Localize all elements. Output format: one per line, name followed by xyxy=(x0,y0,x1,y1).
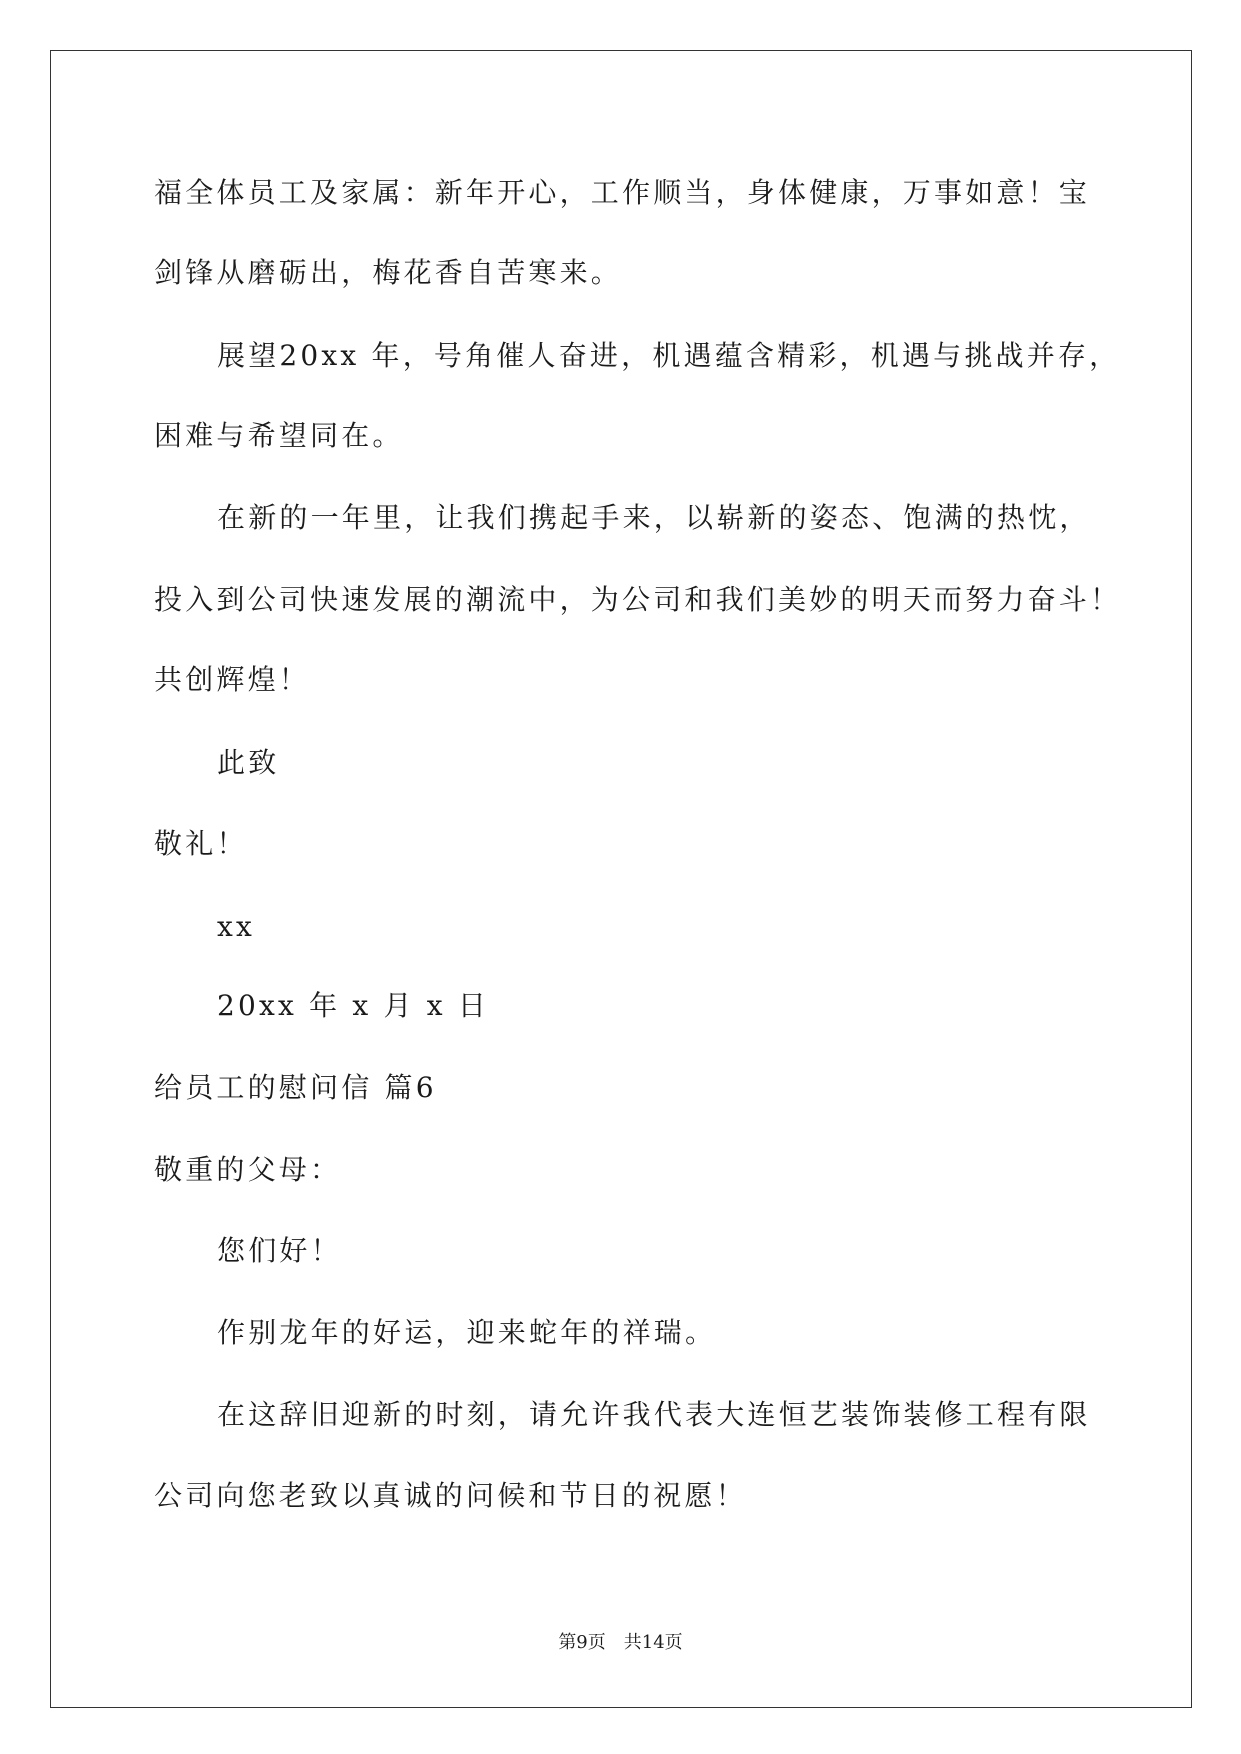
paragraph-line: 福全体员工及家属：新年开心，工作顺当，身体健康，万事如意！宝 xyxy=(154,176,1091,209)
signature-name: xx xyxy=(217,910,255,943)
paragraph-line: 公司向您老致以真诚的问候和节日的祝愿！ xyxy=(154,1479,747,1512)
page-number: 第9页 xyxy=(558,1632,606,1653)
paragraph-line: 共创辉煌！ xyxy=(154,663,311,696)
paragraph-line: 剑锋从磨砺出，梅花香自苦寒来。 xyxy=(154,256,623,289)
closing-salutation: 此致 xyxy=(217,746,280,779)
paragraph-line: 作别龙年的好运，迎来蛇年的祥瑞。 xyxy=(217,1316,717,1349)
paragraph-line: 困难与希望同在。 xyxy=(154,419,404,452)
paragraph-line: 在新的一年里，让我们携起手来，以崭新的姿态、饱满的热忱， xyxy=(217,501,1091,534)
section-heading: 给员工的慰问信 篇6 xyxy=(154,1071,437,1104)
closing-regards: 敬礼！ xyxy=(154,827,248,860)
paragraph-line: 您们好！ xyxy=(217,1234,342,1267)
signature-date: 20xx 年 x 月 x 日 xyxy=(217,989,490,1022)
page-border xyxy=(50,50,1192,1708)
paragraph-line: 展望20xx 年，号角催人奋进，机遇蕴含精彩，机遇与挑战并存， xyxy=(217,339,1121,372)
page-footer xyxy=(0,1631,1241,1655)
page-total: 共14页 xyxy=(623,1632,683,1653)
letter-greeting: 敬重的父母： xyxy=(154,1153,342,1186)
paragraph-line: 在这辞旧迎新的时刻，请允许我代表大连恒艺装饰装修工程有限 xyxy=(217,1398,1091,1431)
paragraph-line: 投入到公司快速发展的潮流中，为公司和我们美妙的明天而努力奋斗！ xyxy=(154,583,1122,616)
